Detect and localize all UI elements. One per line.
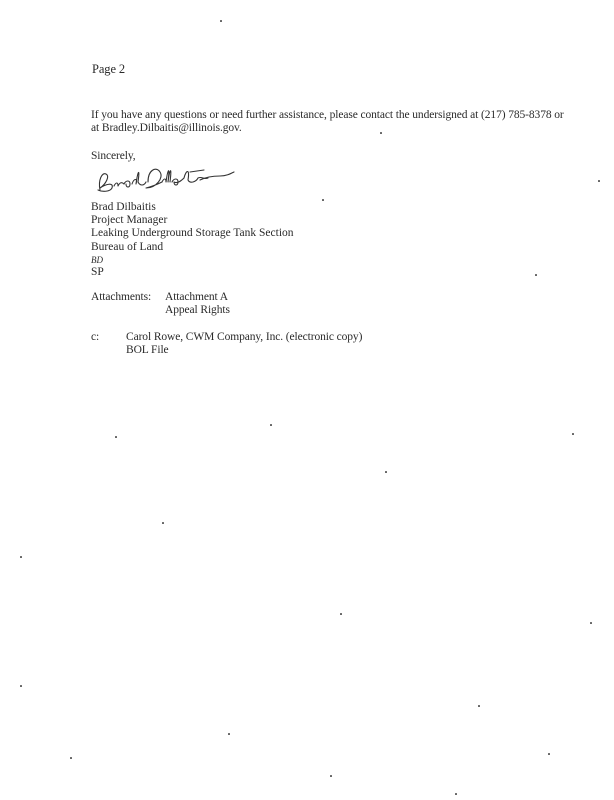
scan-speck: [220, 20, 222, 22]
scan-speck: [590, 622, 592, 624]
scan-speck: [385, 471, 387, 473]
closing: Sincerely,: [91, 150, 136, 162]
scan-speck: [115, 436, 117, 438]
signer-section: Leaking Underground Storage Tank Section: [91, 227, 294, 240]
scan-speck: [330, 775, 332, 777]
scan-speck: [572, 433, 574, 435]
cc-recipient: BOL File: [126, 344, 169, 356]
scan-speck: [270, 424, 272, 426]
page-number: Page 2: [92, 62, 126, 76]
initials-2: SP: [91, 265, 104, 278]
signature-block: [91, 201, 294, 279]
scan-speck: [598, 180, 600, 182]
body-paragraph-line-2: at Bradley.Dilbaitis@illinois.gov.: [91, 122, 242, 134]
body-paragraph-line-1: If you have any questions or need further assistance, please contact the undersigned at (217) 785-8378 or: [91, 109, 564, 121]
initials-1: BD: [91, 254, 103, 265]
scan-speck: [548, 753, 550, 755]
signer-name: Brad Dilbaitis: [91, 201, 156, 213]
cc-label: c:: [91, 331, 100, 343]
scan-speck: [20, 685, 22, 687]
scan-speck: [20, 556, 22, 558]
scan-speck: [380, 132, 382, 134]
cc-recipient: Carol Rowe, CWM Company, Inc. (electronic copy): [126, 331, 363, 343]
scan-speck: [340, 613, 342, 615]
handwritten-signature: [92, 160, 242, 196]
scan-speck: [162, 522, 164, 524]
signer-title: Project Manager: [91, 214, 168, 227]
scan-speck: [455, 793, 457, 795]
scan-speck: [535, 274, 537, 276]
scan-speck: [228, 733, 230, 735]
signer-bureau: Bureau of Land: [91, 240, 164, 253]
scan-speck: [70, 757, 72, 759]
scan-speck: [322, 199, 324, 201]
attachments-label: Attachments:: [91, 291, 152, 303]
attachment-item: Appeal Rights: [165, 304, 230, 316]
scan-speck: [478, 705, 480, 707]
attachment-item: Attachment A: [165, 291, 228, 303]
